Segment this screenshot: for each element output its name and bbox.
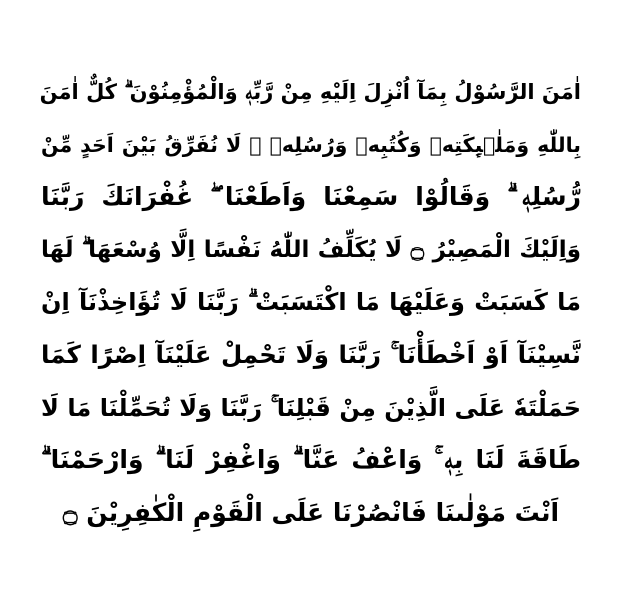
verse-line-8: طَاقَةَ لَنَا بِهٖ ۚ وَاعْفُ عَنَّا ۗ وَاغْفِرْ لَنَا ۗ وَارْحَمْنَا ۗ [41,445,581,475]
verse-line-3: رُّسُلِهٖ ۗ وَقَالُوْا سَمِعْنَا وَاَطَعْنَا ۖ غُفْرَانَكَ رَبَّنَا [41,182,581,212]
verse-line-4: وَاِلَيْكَ الْمَصِيْرُ ۝ لَا يُكَلِّفُ اللّٰهُ نَفْسًا اِلَّا وُسْعَهَا ۗ لَهَا [41,236,581,263]
verse-line-6: نَّسِيْنَآ اَوْ اَخْطَأْنَا ۚ رَبَّنَا وَلَا تَحْمِلْ عَلَيْنَآ اِصْرًا كَمَا [41,339,581,369]
verse-text-block [41,66,581,539]
verse-line-5: مَا كَسَبَتْ وَعَلَيْهَا مَا اكْتَسَبَتْ ۗ رَبَّنَا لَا تُؤَاخِذْنَآ اِنْ [41,288,581,317]
verse-line-1: اٰمَنَ الرَّسُوْلُ بِمَآ اُنْزِلَ اِلَيْهِ مِنْ رَّبِّهٖ وَالْمُؤْمِنُوْنَ ۗ كُلٌّ اٰمَنَ [39,80,581,104]
verse-line-2: بِاللّٰهِ وَمَلٰۤىِٕكَتِهٖ وَكُتُبِهٖ وَرُسُلِهٖ ۗ لَا نُفَرِّقُ بَيْنَ اَحَدٍ مِّنْ [41,132,581,157]
verse-line-7: حَمَلْتَهٗ عَلَى الَّذِيْنَ مِنْ قَبْلِنَا ۚ رَبَّنَا وَلَا تُحَمِّلْنَا مَا لَا [41,393,581,422]
verse-line-9: اَنْتَ مَوْلٰىنَا فَانْصُرْنَا عَلَى الْقَوْمِ الْكٰفِرِيْنَ ۝ [62,497,560,527]
